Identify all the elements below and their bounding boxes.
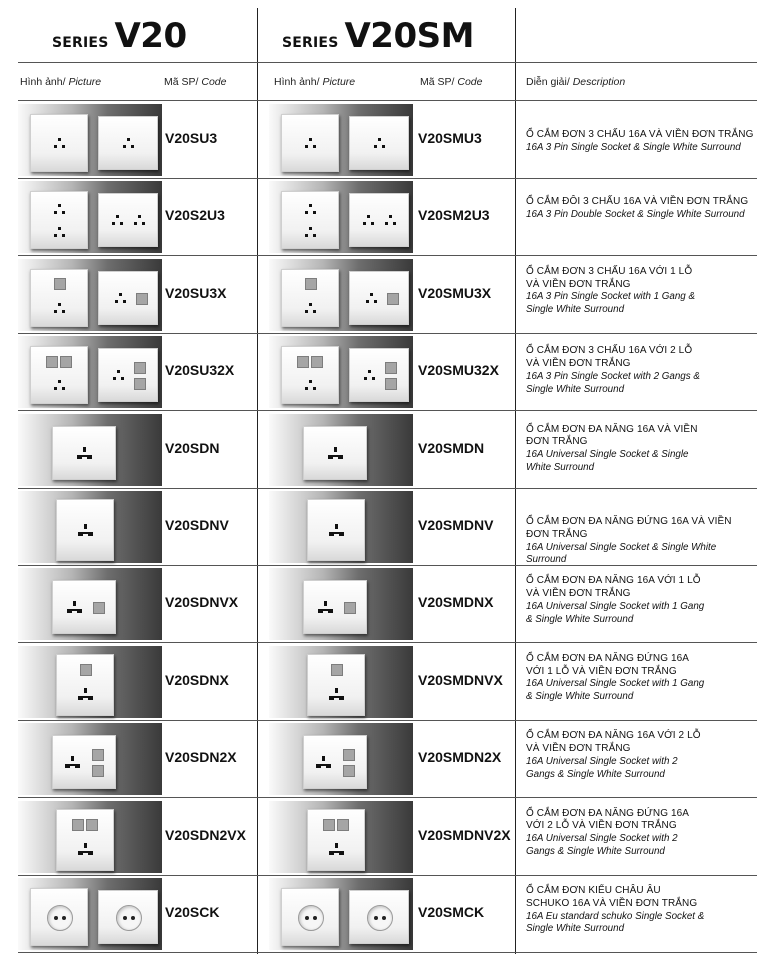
socket-plate-image [98, 271, 158, 325]
socket-plate-image [98, 116, 158, 170]
socket-pin [84, 843, 87, 848]
socket-pin [334, 447, 337, 452]
socket-pin [385, 222, 388, 225]
socket-pin [62, 387, 65, 390]
socket-pin [58, 227, 61, 230]
description-en: 16A Universal Single Socket with 2 Gangs & Single White Surround [526, 833, 678, 857]
socket-pin [333, 532, 340, 534]
col-picture-right: Hình ảnh/ Picture [274, 76, 356, 88]
product-code-v20sm: V20SMU3X [418, 284, 492, 301]
socket-pin [120, 222, 123, 225]
socket-pin [81, 455, 88, 457]
schuko-outlet-icon [298, 905, 324, 931]
socket-pin [309, 138, 312, 141]
socket-plate-image [303, 735, 367, 789]
socket-pin [69, 764, 76, 766]
product-picture [269, 414, 413, 486]
socket-plate-image [52, 426, 116, 480]
description-en: 16A Universal Single Socket & Single White Surround [526, 541, 717, 566]
socket-pin [62, 310, 65, 313]
socket-pin [324, 601, 327, 606]
socket-plate-image [303, 580, 367, 634]
col-description: Diễn giải/ Description [526, 76, 626, 88]
socket-plate-image [307, 809, 365, 871]
col-code-right: Mã SP/ Code [420, 76, 483, 88]
product-code-v20: V20SU3 [165, 130, 218, 146]
col-code-left: Mã SP/ Code [164, 76, 227, 88]
socket-pin [368, 370, 371, 373]
series-v20sm-title [282, 14, 474, 54]
socket-pin [320, 764, 327, 766]
product-row [18, 644, 757, 720]
socket-plate-image [52, 735, 116, 789]
socket-pin [374, 300, 377, 303]
gang-blank-icon [54, 278, 66, 290]
product-picture [18, 181, 162, 253]
product-picture [269, 568, 413, 640]
description-en: 16A Universal Single Socket with 2 Gangs & Single White Surround [526, 755, 678, 780]
socket-plate-image [56, 809, 114, 871]
gang-blank-icon [92, 749, 104, 761]
gang-blank-icon [385, 362, 397, 374]
socket-plate-image [52, 580, 116, 634]
product-picture [18, 801, 162, 873]
socket-plate-image [303, 426, 367, 480]
socket-pin [54, 310, 57, 313]
socket-pin [123, 300, 126, 303]
product-code-v20: V20S2U3 [165, 207, 225, 224]
product-picture [269, 491, 413, 563]
socket-pin [54, 145, 57, 148]
product-row [18, 102, 757, 178]
socket-plate-image [98, 348, 158, 402]
socket-pin [305, 145, 308, 148]
socket-pin [71, 609, 78, 611]
product-description [526, 808, 706, 859]
socket-plate-image [30, 191, 88, 249]
schuko-outlet-icon [47, 905, 73, 931]
product-code-v20: V20SCK [165, 904, 220, 920]
gang-blank-icon [134, 378, 146, 390]
product-description [526, 129, 754, 155]
socket-pin [58, 138, 61, 141]
socket-pin [71, 756, 74, 761]
product-picture [269, 646, 413, 718]
product-code-v20sm: V20SMCK [418, 904, 485, 920]
description-en: 16A 3 Pin Single Socket with 2 Gangs & Single White Surround [526, 370, 700, 395]
gang-blank-icon [93, 602, 105, 614]
gang-blank-icon [72, 819, 84, 831]
socket-pin [54, 234, 57, 237]
description-en: 16A Universal Single Socket & Single White Surround [526, 449, 689, 473]
socket-plate-image [349, 116, 409, 170]
socket-pin [366, 300, 369, 303]
product-picture [18, 568, 162, 640]
product-row [18, 876, 757, 952]
product-row [18, 489, 757, 565]
product-description [526, 345, 706, 396]
socket-pin [119, 293, 122, 296]
socket-pin [82, 851, 89, 853]
socket-plate-image [281, 888, 339, 946]
socket-pin [364, 377, 367, 380]
socket-pin [367, 215, 370, 218]
product-code-v20: V20SDN2X [165, 749, 237, 766]
product-picture [269, 801, 413, 873]
socket-pin [82, 696, 89, 698]
gang-blank-icon [323, 819, 335, 831]
socket-pin [335, 524, 338, 529]
socket-pin [54, 211, 57, 214]
socket-pin [322, 609, 329, 611]
description-vn: Ổ CẮM ĐƠN ĐA NĂNG 16A VỚI 2 LỖ VÀ VIỀN ĐƠN TRẮNG [526, 730, 701, 754]
socket-pin [115, 300, 118, 303]
product-code-v20: V20SDN [165, 439, 220, 456]
description-vn: Ổ CẮM ĐƠN ĐA NĂNG 16A VÀ VIỀN ĐƠN TRẮNG [526, 423, 698, 448]
socket-plate-image [30, 346, 88, 404]
socket-plate-image [281, 346, 339, 404]
socket-pin [121, 377, 124, 380]
socket-pin [62, 234, 65, 237]
socket-plate-image [281, 191, 339, 249]
product-row [18, 412, 757, 488]
product-row [18, 334, 757, 410]
socket-pin [309, 380, 312, 383]
socket-pin [322, 756, 325, 761]
product-picture [269, 259, 413, 331]
gang-blank-icon [80, 664, 92, 676]
socket-pin [333, 696, 340, 698]
product-description [526, 730, 706, 781]
socket-plate-image [98, 193, 158, 247]
socket-pin [62, 145, 65, 148]
socket-pin [333, 851, 340, 853]
description-vn: Ổ CẮM ĐƠN 3 CHẤU 16A VÀ VIỀN ĐƠN TRẮNG [526, 129, 754, 140]
socket-plate-image [98, 890, 158, 944]
product-code-v20: V20SDNX [165, 671, 229, 688]
description-vn: Ổ CẮM ĐÔI 3 CHẤU 16A VÀ VIỀN ĐƠN TRẮNG [526, 196, 749, 208]
gang-blank-icon [46, 356, 58, 368]
product-row [18, 257, 757, 333]
description-en: 16A 3 Pin Single Socket & Single White Surround [526, 141, 741, 153]
socket-plate-image [56, 654, 114, 716]
product-row [18, 566, 757, 642]
product-row [18, 799, 757, 875]
schuko-outlet-icon [116, 905, 142, 931]
socket-pin [372, 377, 375, 380]
socket-pin [305, 234, 308, 237]
socket-pin [84, 688, 87, 693]
gang-blank-icon [343, 749, 355, 761]
product-code-v20sm: V20SMDN [418, 439, 485, 456]
socket-pin [58, 303, 61, 306]
socket-plate-image [56, 499, 114, 561]
socket-pin [389, 215, 392, 218]
socket-pin [117, 370, 120, 373]
product-code-v20: V20SDNV [165, 517, 229, 533]
product-picture [269, 104, 413, 176]
description-en: 16A Universal Single Socket with 1 Gang & Single White Surround [526, 678, 705, 703]
socket-pin [134, 222, 137, 225]
series-v20-title [52, 14, 187, 54]
product-picture [18, 878, 162, 950]
series-prefix: SERIES [282, 35, 339, 51]
product-picture [269, 181, 413, 253]
description-en: 16A Eu standard schuko Single Socket & Single White Surround [526, 910, 705, 935]
socket-pin [382, 145, 385, 148]
socket-pin [335, 843, 338, 848]
product-picture [18, 646, 162, 718]
socket-pin [131, 145, 134, 148]
product-code-v20sm: V20SMU3 [418, 130, 482, 146]
socket-pin [138, 215, 141, 218]
description-vn: Ổ CẮM ĐƠN ĐA NĂNG ĐỨNG 16A VỚI 1 LỖ VÀ VIỀN ĐƠN TRẮNG [526, 652, 689, 677]
product-picture [18, 259, 162, 331]
socket-pin [309, 204, 312, 207]
socket-pin [374, 145, 377, 148]
socket-pin [335, 688, 338, 693]
socket-pin [58, 204, 61, 207]
gang-blank-icon [92, 765, 104, 777]
description-vn: Ổ CẮM ĐƠN ĐA NĂNG 16A VỚI 1 LỖ VÀ VIỀN ĐƠN TRẮNG [526, 575, 701, 600]
product-picture [18, 723, 162, 795]
description-vn: Ổ CẮM ĐƠN ĐA NĂNG ĐỨNG 16A VÀ VIỀN ĐƠN TRẮNG [526, 516, 732, 540]
product-code-v20: V20SU3X [165, 284, 227, 301]
gang-blank-icon [311, 356, 323, 368]
product-code-v20sm: V20SM2U3 [418, 207, 490, 224]
socket-pin [123, 145, 126, 148]
socket-pin [62, 211, 65, 214]
socket-pin [82, 532, 89, 534]
product-picture [269, 723, 413, 795]
gang-blank-icon [331, 664, 343, 676]
socket-plate-image [349, 348, 409, 402]
socket-pin [309, 303, 312, 306]
header-bottom-rule [18, 100, 757, 101]
socket-pin [116, 215, 119, 218]
socket-pin [84, 524, 87, 529]
description-vn: Ổ CẮM ĐƠN KIỂU CHÂU ÂU SCHUKO 16A VÀ VIỀN ĐƠN TRẮNG [526, 885, 698, 909]
product-picture [18, 414, 162, 486]
product-description [526, 266, 706, 317]
header-top-rule [18, 62, 757, 63]
description-en: 16A 3 Pin Double Socket & Single White Surround [526, 209, 745, 221]
col-picture-left: Hình ảnh/ Picture [20, 76, 102, 88]
gang-blank-icon [60, 356, 72, 368]
socket-plate-image [30, 114, 88, 172]
gang-blank-icon [387, 293, 399, 305]
gang-blank-icon [134, 362, 146, 374]
schuko-outlet-icon [367, 905, 393, 931]
description-vn: Ổ CẮM ĐƠN ĐA NĂNG ĐỨNG 16A VỚI 2 LỖ VÀ VIỀN ĐƠN TRẮNG [526, 807, 689, 832]
socket-pin [313, 145, 316, 148]
socket-plate-image [30, 888, 88, 946]
socket-pin [113, 377, 116, 380]
socket-plate-image [349, 890, 409, 944]
socket-pin [313, 234, 316, 237]
product-picture [269, 336, 413, 408]
socket-pin [83, 447, 86, 452]
description-en: 16A 3 Pin Single Socket with 1 Gang & Single White Surround [526, 291, 696, 316]
product-description [526, 424, 706, 475]
product-code-v20: V20SDNVX [165, 594, 239, 611]
product-picture [18, 491, 162, 563]
gang-blank-icon [385, 378, 397, 390]
description-vn: Ổ CẮM ĐƠN 3 CHẤU 16A VỚI 1 LỖ VÀ VIỀN ĐƠN TRẮNG [526, 265, 693, 290]
socket-pin [313, 387, 316, 390]
socket-plate-image [307, 654, 365, 716]
product-code-v20sm: V20SMDNVX [418, 671, 503, 688]
socket-pin [371, 222, 374, 225]
socket-plate-image [349, 193, 409, 247]
series-name: V20 [114, 16, 187, 56]
socket-pin [313, 310, 316, 313]
socket-pin [127, 138, 130, 141]
description-vn: Ổ CẮM ĐƠN 3 CHẤU 16A VỚI 2 LỖ VÀ VIỀN ĐƠN TRẮNG [526, 345, 693, 369]
product-code-v20sm: V20SMDNV [418, 517, 494, 533]
product-code-v20: V20SDN2VX [165, 826, 246, 843]
product-description [526, 885, 706, 936]
socket-pin [363, 222, 366, 225]
socket-pin [305, 310, 308, 313]
gang-blank-icon [305, 278, 317, 290]
gang-blank-icon [86, 819, 98, 831]
socket-plate-image [281, 269, 339, 327]
product-picture [269, 878, 413, 950]
product-code-v20: V20SU32X [165, 362, 235, 379]
socket-pin [305, 387, 308, 390]
socket-pin [305, 211, 308, 214]
socket-pin [54, 387, 57, 390]
socket-pin [313, 211, 316, 214]
gang-blank-icon [297, 356, 309, 368]
product-code-v20sm: V20SMU32X [418, 362, 499, 379]
gang-blank-icon [343, 765, 355, 777]
product-description [526, 516, 754, 567]
product-row [18, 721, 757, 797]
product-picture [18, 336, 162, 408]
gang-blank-icon [136, 293, 148, 305]
product-row [18, 179, 757, 255]
series-name: V20SM [344, 16, 474, 56]
socket-pin [112, 222, 115, 225]
product-code-v20sm: V20SMDNX [418, 594, 494, 611]
socket-plate-image [281, 114, 339, 172]
gang-blank-icon [337, 819, 349, 831]
product-picture [18, 104, 162, 176]
socket-pin [73, 601, 76, 606]
socket-pin [378, 138, 381, 141]
product-description [526, 653, 706, 704]
product-description [526, 196, 754, 222]
product-code-v20sm: V20SMDNV2X [418, 826, 511, 843]
socket-pin [142, 222, 145, 225]
product-description [526, 575, 706, 626]
product-code-v20sm: V20SMDN2X [418, 749, 502, 766]
socket-plate-image [30, 269, 88, 327]
socket-plate-image [349, 271, 409, 325]
socket-pin [309, 227, 312, 230]
socket-pin [370, 293, 373, 296]
row-divider [18, 952, 757, 953]
series-prefix: SERIES [52, 35, 109, 51]
socket-pin [332, 455, 339, 457]
socket-plate-image [307, 499, 365, 561]
socket-pin [393, 222, 396, 225]
socket-pin [58, 380, 61, 383]
description-en: 16A Universal Single Socket with 1 Gang & Single White Surround [526, 600, 705, 625]
gang-blank-icon [344, 602, 356, 614]
